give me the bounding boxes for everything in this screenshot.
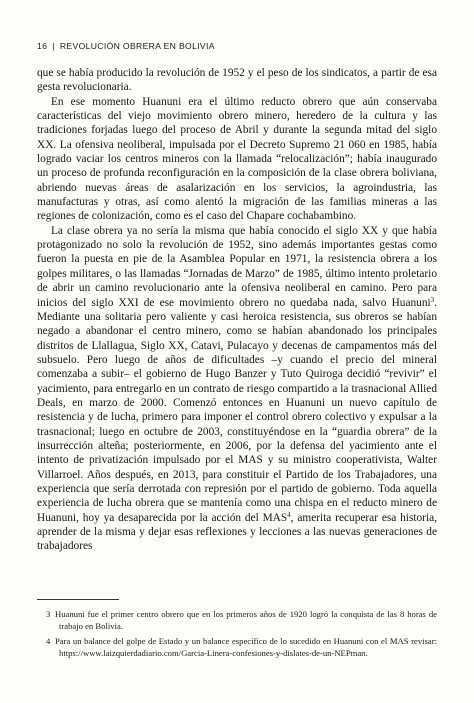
footnote-reference-4: 4 [287, 510, 291, 519]
footnote-number: 3 [46, 609, 51, 619]
footnote-4 [37, 636, 437, 659]
paragraph-text-segment: La clase obrera ya no sería la misma que había conocido el siglo XX y que había protagonizado no solo la revolución de 1952, sino además importantes gestas como fueron la puesta en pie de la Asamblea Popular en 1971, la resistencia obrera a los golpes militares, o las llamadas “Jornadas de Marzo” de 1985, último intento proletario de abrir un camino revolucionario ante la ofensiva neoliberal en camino. Pero para inicios del siglo XXI de ese movimiento obrero no quedaba nada, salvo Huanuni [37, 224, 437, 309]
footnote-reference-3: 3 [430, 295, 435, 304]
page-number: 16 [37, 41, 48, 51]
paragraph-continuation: que se había producido la revolución de 1952 y el peso de los sindicatos, a partir de esa gesta revolucionaria. [37, 67, 437, 94]
footnote-text: Huanuni fue el primer centro obrero que en los primeros años de 1920 logró la conquista de las 8 horas de trabajo en Bolivia. [55, 609, 437, 631]
paragraph-working-class [37, 224, 437, 554]
footnotes [37, 609, 437, 663]
paragraph-huanuni-last-bastion: En ese momento Huanuni era el último reducto obrero que aún conservaba características del viejo movimiento obrero minero, heredero de la cultura y las tradiciones forjadas luego del proceso de Abril y durante la segunda mitad del siglo XX. La ofensiva neoliberal, impulsada por el Decreto Supremo 21 060 en 1985, había logrado vaciar los centros mineros con la llamada “relocalización”; había inaugurado un proceso de profunda reconfiguración en la composición de la clase obrera boliviana, abriendo nuevas áreas de asalarización en los servicios, la agroindustria, las manufacturas y otras, así como alentó la migración de las familias mineras a las regiones de colonización, como es el caso del Chapare cochabambino. [37, 95, 437, 223]
paragraph-text-segment: . Mediante una solitaria pero valiente y casi heroica resistencia, sus obreros se habían negado a abandonar el centro minero, como se habían abandonado los principales distritos de Llallagua, Siglo XX, Catavi, Pulacayo y decenas de campamentos más del subsuelo. Pero luego de años de dificultades –y cuando el precio del mineral comenzaba a subir– el gobierno de Hugo Banzer y Tuto Quiroga decidió “revivir” el yacimiento, para entregarlo en un contrato de riesgo compartido a la trasnacional Allied Deals, en marzo de 2000. Comenzó entonces en Huanuni un nuevo capítulo de resistencia y de lucha, primero para imponer el control obrero colectivo y expulsar a la trasnacional; luego en octubre de 2003, constituyéndose en la “guardia obrera” de la insurrección alteña; posteriormente, en 2006, por la defensa del yacimiento ante el intento de privatización impulsado por el MAS y su ministro cooperativista, Walter Villarroel. Años después, en 2013, para constituir el Partido de los Trabajadores, una experiencia que sería derrotada con represión por el partido de gobierno. Toda aquella experiencia de lucha obrera que se mantenía como una chispa en el reducto minero de Huanuni, hoy ya desaparecida por la acción del MAS [37, 296, 437, 524]
running-head [37, 41, 215, 51]
header-separator: | [52, 41, 55, 51]
footnote-number: 4 [46, 636, 51, 646]
footnote-text: Para un balance del golpe de Estado y un balance específico de lo sucedido en Huanuni con el MAS revisar: https://www.laizquierdadiario.com/Garcia-Linera-confesiones-y-dislates-de-un-NEPman. [55, 636, 437, 658]
footnote-divider [37, 599, 119, 600]
body-text [37, 66, 437, 554]
book-title: REVOLUCIÓN OBRERA EN BOLIVIA [59, 41, 215, 51]
paragraph-text-segment: , amerita recuperar esa historia, aprender de la misma y dejar esas reflexiones y lecciones a las nuevas generaciones de trabajadores [37, 511, 437, 553]
footnote-3 [37, 609, 437, 632]
